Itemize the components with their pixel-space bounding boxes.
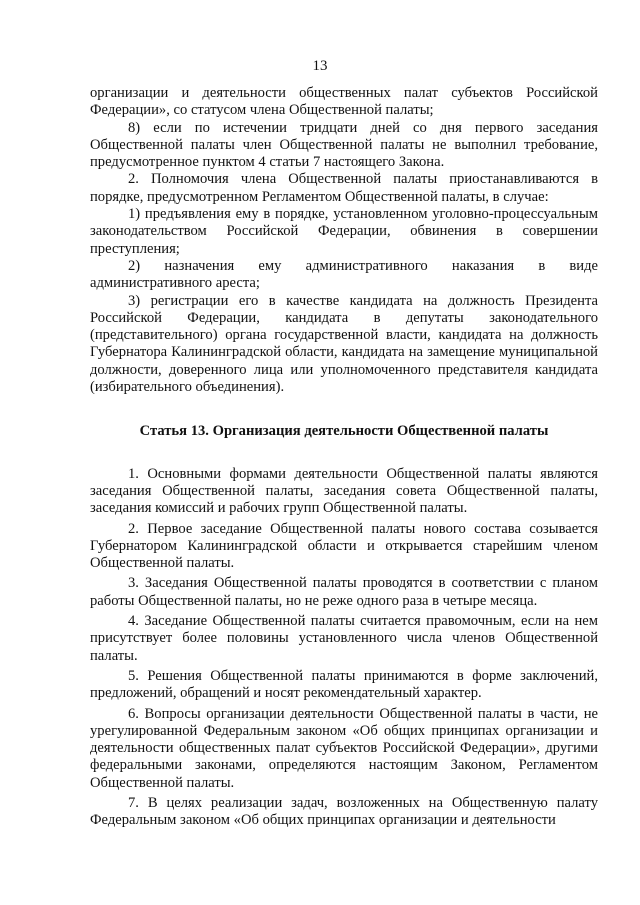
paragraph-2-suspension: 2. Полномочия члена Общественной палаты приостанавливаются в порядке, предусмотренном Регламентом Общественной палаты, в случае: bbox=[90, 171, 598, 205]
page-number: 13 bbox=[312, 58, 328, 74]
article-paragraph-5: 5. Решения Общественной палаты принимаются в форме заключений, предложений, обращений и носят рекомендательный характер. bbox=[90, 667, 598, 702]
article-paragraph-3: 3. Заседания Общественной палаты проводятся в соответствии с планом работы Общественной палаты, но не реже одного раза в четыре месяца. bbox=[90, 575, 598, 609]
article-heading: Статья 13. Организация деятельности Общественной палаты bbox=[139, 423, 549, 440]
paragraph-subitem-3: 3) регистрации его в качестве кандидата на должность Президента Российской Федерации, кандидата в депутаты законодательного (представительного) органа государственной власти, кандидата на должность Губернатора Калининградской области, кандидата на замещение муниципальной должности, доверенного лица или уполномоченного представителя кандидата (избирательного объединения). bbox=[90, 292, 598, 396]
document-body bbox=[90, 85, 598, 830]
paragraph-continuation: организации и деятельности общественных палат субъектов Российской Федерации», со статусом члена Общественной палаты; bbox=[90, 85, 598, 119]
article-paragraph-4: 4. Заседание Общественной палаты считается правомочным, если на нем присутствует более половины установленного числа членов Общественной палаты. bbox=[90, 613, 598, 664]
paragraph-subitem-1: 1) предъявления ему в порядке, установленном уголовно-процессуальным законодательством Российской Федерации, обвинения в совершении преступления; bbox=[90, 206, 598, 257]
article-paragraph-2: 2. Первое заседание Общественной палаты нового состава созывается Губернатором Калининградской области и открывается старейшим членом Общественной палаты. bbox=[90, 520, 598, 572]
article-paragraph-7: 7. В целях реализации задач, возложенных на Общественную палату Федеральным законом «Об общих принципах организации и деятельности bbox=[90, 794, 598, 829]
article-paragraph-1: 1. Основными формами деятельности Общественной палаты являются заседания Общественной палаты, заседания совета Общественной палаты, заседания комиссий и рабочих групп Общественной палаты. bbox=[90, 465, 598, 517]
article-paragraph-6: 6. Вопросы организации деятельности Общественной палаты в части, не урегулированной Федеральным законом «Об общих принципах организации и деятельности общественных палат субъектов Российской Федерации», другими федеральными законами, определяются настоящим Законом, Регламентом Общественной палаты. bbox=[90, 705, 598, 791]
paragraph-subitem-2: 2) назначения ему административного наказания в виде административного ареста; bbox=[90, 257, 598, 292]
paragraph-item-8: 8) если по истечении тридцати дней со дня первого заседания Общественной палаты член Общественной палаты не выполнил требование, предусмотренное пунктом 4 статьи 7 настоящего Закона. bbox=[90, 119, 598, 171]
